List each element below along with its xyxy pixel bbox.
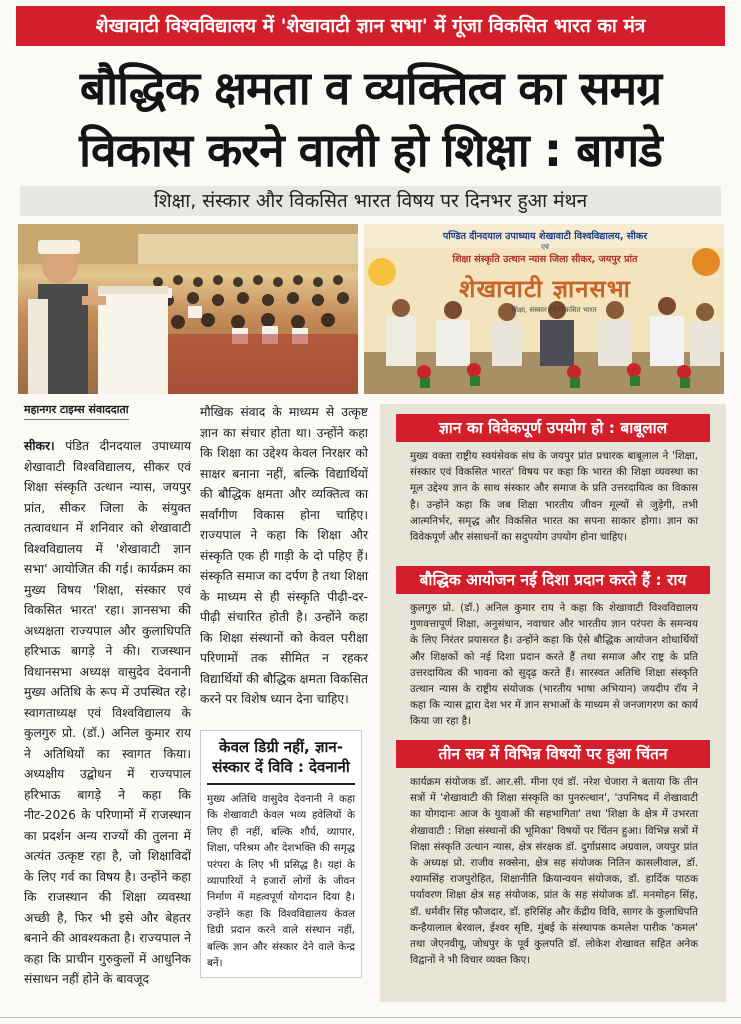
bottom-rule [0,1017,741,1018]
sidebar-box-title: केवल डिग्री नहीं, ज्ञान-संस्कार दें विवि : देवनानी [207,735,355,785]
section-title-rai: बौद्धिक आयोजन नई दिशा प्रदान करते हैं : राय [396,566,710,594]
right-panel [380,404,726,1002]
banner-line-2: एवं [541,243,549,251]
sidebar-box-body: मुख्य अतिथि वासुदेव देवनानी ने कहा कि शेखावाटी केवल भव्य हवेलियों के लिए ही नहीं, बल्कि शौर्य, व्यापार, शिक्षा, परिश्रम और देशभक्ति की समृद्ध परंपरा के लिए भी प्रसिद्ध है। यहां के व्यापारियों ने हजारों लोगों के जीवन निर्माण में महत्वपूर्ण योगदान दिया है। उन्होंने कहा कि विश्वविद्यालय केवल डिग्री प्रदान करने वाले संस्थान नहीं, बल्कि ज्ञान और संस्कार देने वाले केन्द्र बनें। [207,793,355,970]
section-title-babulal: ज्ञान का विवेकपूर्ण उपयोग हो : बाबूलाल [396,414,710,442]
section-body-babulal: मुख्य वक्ता राष्ट्रीय स्वयंसेवक संघ के जयपुर प्रांत प्रचारक बाबूलाल ने 'शिक्षा, संस्कार एवं विकसित भारत' विषय पर कहा कि भारत की शिक्षा व्यवस्था का मूल उद्देश्य ज्ञान के साथ संस्कार और समाज के प्रति उत्तरदायित्व का विकास है। उन्होंने कहा कि जब शिक्षा भारतीय जीवन मूल्यों से जुड़ेगी, तभी आत्मनिर्भर, समृद्ध और विकसित भारत का सपना साकार होगा। ज्ञान का विवेकपूर्ण और संसाधनों का सदुपयोग उपयोग होना चाहिए। [410,450,698,544]
photo-governor-speech [18,224,358,394]
kicker-banner: शेखावाटी विश्वविद्यालय में 'शेखावाटी ज्ञान सभा' में गूंजा विकसित भारत का मंत्र [16,6,725,46]
sidebar-box-devnani [200,730,362,978]
article-body-1: पंडित दीनदयाल उपाध्याय शेखावाटी विश्वविद्यालय, सीकर एवं शिक्षा संस्कृति उत्थान न्यास, जयपुर प्रांत, सीकर जिला के संयुक्त तत्वावधान में शनिवार को शेखावाटी विश्वविद्यालय में 'शेखावाटी ज्ञान सभा' आयोजित की गई। कार्यक्रम का मुख्य विषय 'शिक्षा, संस्कार एवं विकसित भारत' रहा। ज्ञानसभा की अध्यक्षता राज्यपाल और कुलाधिपति हरिभाऊ बागड़े ने की। राजस्थान विधानसभा अध्यक्ष वासुदेव देवनानी मुख्य अतिथि के रूप में उपस्थित रहे। स्वागताध्यक्ष एवं विश्वविद्यालय के कुलगुरु प्रो. (डॉ.) अनिल कुमार राय ने अतिथियों का स्वागत किया। अध्यक्षीय उद्बोधन में राज्यपाल हरिभाऊ बागड़े ने कहा कि नीट-2026 के परिणामों में राजस्थान का प्रदर्शन अन्य राज्यों की तुलना में अत्यंत उत्कृष्ट रहा है, जो शिक्षाविदों के लिए गर्व का विषय है। उन्होंने कहा कि राजस्थान की शिक्षा व्यवस्था अच्छी है, फिर भी इसे और बेहतर बनाने की आवश्यकता है। राज्यपाल ने कहा कि प्राचीन गुरुकुलों में आधुनिक संसाधन नहीं होने के बावजूद [24,439,191,986]
article-column-2: मौखिक संवाद के माध्यम से उत्कृष्ट ज्ञान का संचार होता था। उन्होंने कहा कि शिक्षा का उद्देश्य केवल निरक्षर को साक्षर बनाना नहीं, बल्कि विद्यार्थियों की बौद्धिक क्षमता और व्यक्तित्व का सर्वांगीण विकास होना चाहिए। राज्यपाल ने कहा कि शिक्षा और संस्कृति एक ही गाड़ी के दो पहिए हैं। संस्कृति समाज का दर्पण है तथा शिक्षा के माध्यम से ही संस्कृति पीढ़ी-दर-पीढ़ी संचारित होती है। उन्होंने कहा कि शिक्षा संस्थानों को केवल परीक्षा परिणामों तक सीमित न रहकर विद्यार्थियों की बौद्धिक क्षमता विकसित करने पर विशेष ध्यान देना चाहिए। [200,405,368,706]
headline-line-1: बौद्धिक क्षमता व व्यक्तित्व का समग्र [79,61,662,115]
subheadline: शिक्षा, संस्कार और विकसित भारत विषय पर दिनभर हुआ मंथन [20,186,721,216]
section-body-sessions: कार्यक्रम संयोजक डॉ. आर.सी. मीना एवं डॉ. नरेश चेजारा ने बताया कि तीन सत्रों में 'शेखावाटी की शिक्षा संस्कृति का पुनरुत्थान', 'उपनिषद में शेखावाटी का योगदानः आज के युवाओं की सहभागिता' तथा 'शिक्षा के क्षेत्र में उभरता शेखावाटी : शिक्षा संस्थानों की भूमिका' विषयों पर चिंतन हुआ। विभिन्न सत्रों में शिक्षा संस्कृति उत्थान न्यास, क्षेत्र संरक्षक डॉ. दुर्गाप्रसाद अग्रवाल, जयपुर प्रांत के अध्यक्ष प्रो. राजीव सक्सेना, क्षेत्र सह संयोजक नितिन कासलीवाल, डॉ. श्यामसिंह राजपुरोहित, शिक्षानीति क्रियान्वयन संयोजक, डॉ. हार्दिक पाठक पर्यावरण शिक्षा क्षेत्र सह संयोजक, प्रांत के सह संयोजक डॉ. मनमोहन सिंह, डॉ. धर्मवीर सिंह फौजदार, डॉ. हरिसिंह और केंद्रीय विवि, सागर के कुलाधिपति कन्हैयालाल बेरवाल, ईश्वर सृष्टि, मुंबई के संस्थापक कमलेश पारीक 'कमल' तथा जेएनवीयू, जोधपुर के पूर्व कुलपति डॉ. लोकेश शेखावत सहित अनेक विद्वानों ने भी विचार व्यक्त किए। [410,776,698,967]
article-column-1 [24,436,191,990]
section-title-sessions: तीन सत्र में विभिन्न विषयों पर हुआ चिंतन [396,740,710,768]
photo-dignitaries-stage [364,224,724,394]
dateline: सीकर। [24,439,55,453]
banner-title: शेखावाटी ज्ञानसभा [459,275,631,303]
banner-tagline: शिक्षा, संस्कार एवं विकसित भारत [511,306,597,314]
photo-governor-scene [18,224,358,394]
section-body-rai: कुलगुरु प्रो. (डॉ.) अनिल कुमार राय ने कहा कि शेखावाटी विश्वविद्यालय गुणवत्तापूर्ण शिक्षा, अनुसंधान, नवाचार और भारतीय ज्ञान परंपरा के समन्वय के लिए निरंतर प्रयासरत है। उन्होंने कहा कि ऐसे बौद्धिक आयोजन शोधार्थियों और शिक्षकों को नई दिशा प्रदान करते हैं तथा समाज और राष्ट्र के प्रति उत्तरदायित्व की भावना को सुदृढ़ करते हैं। सारस्वत अतिथि शिक्षा संस्कृति उत्थान न्यास के राष्ट्रीय संयोजक (भारतीय भाषा अभियान) जयदीप रॉय ने कहा कि न्यास द्वारा देश भर में ज्ञान सभाओं के माध्यम से जनजागरण का कार्य किया जा रहा है। [410,602,698,728]
banner-line-3: शिक्षा संस्कृति उत्थान न्यास जिला सीकर, जयपुर प्रांत [452,254,638,265]
byline: महानगर टाइम्स संवाददाता [24,402,129,420]
banner-line-1: पण्डित दीनदयाल उपाध्याय शेखावाटी विश्वविद्यालय, सीकर [442,231,648,242]
headline-line-2: विकास करने वाली हो शिक्षा : बागडे [79,123,662,177]
